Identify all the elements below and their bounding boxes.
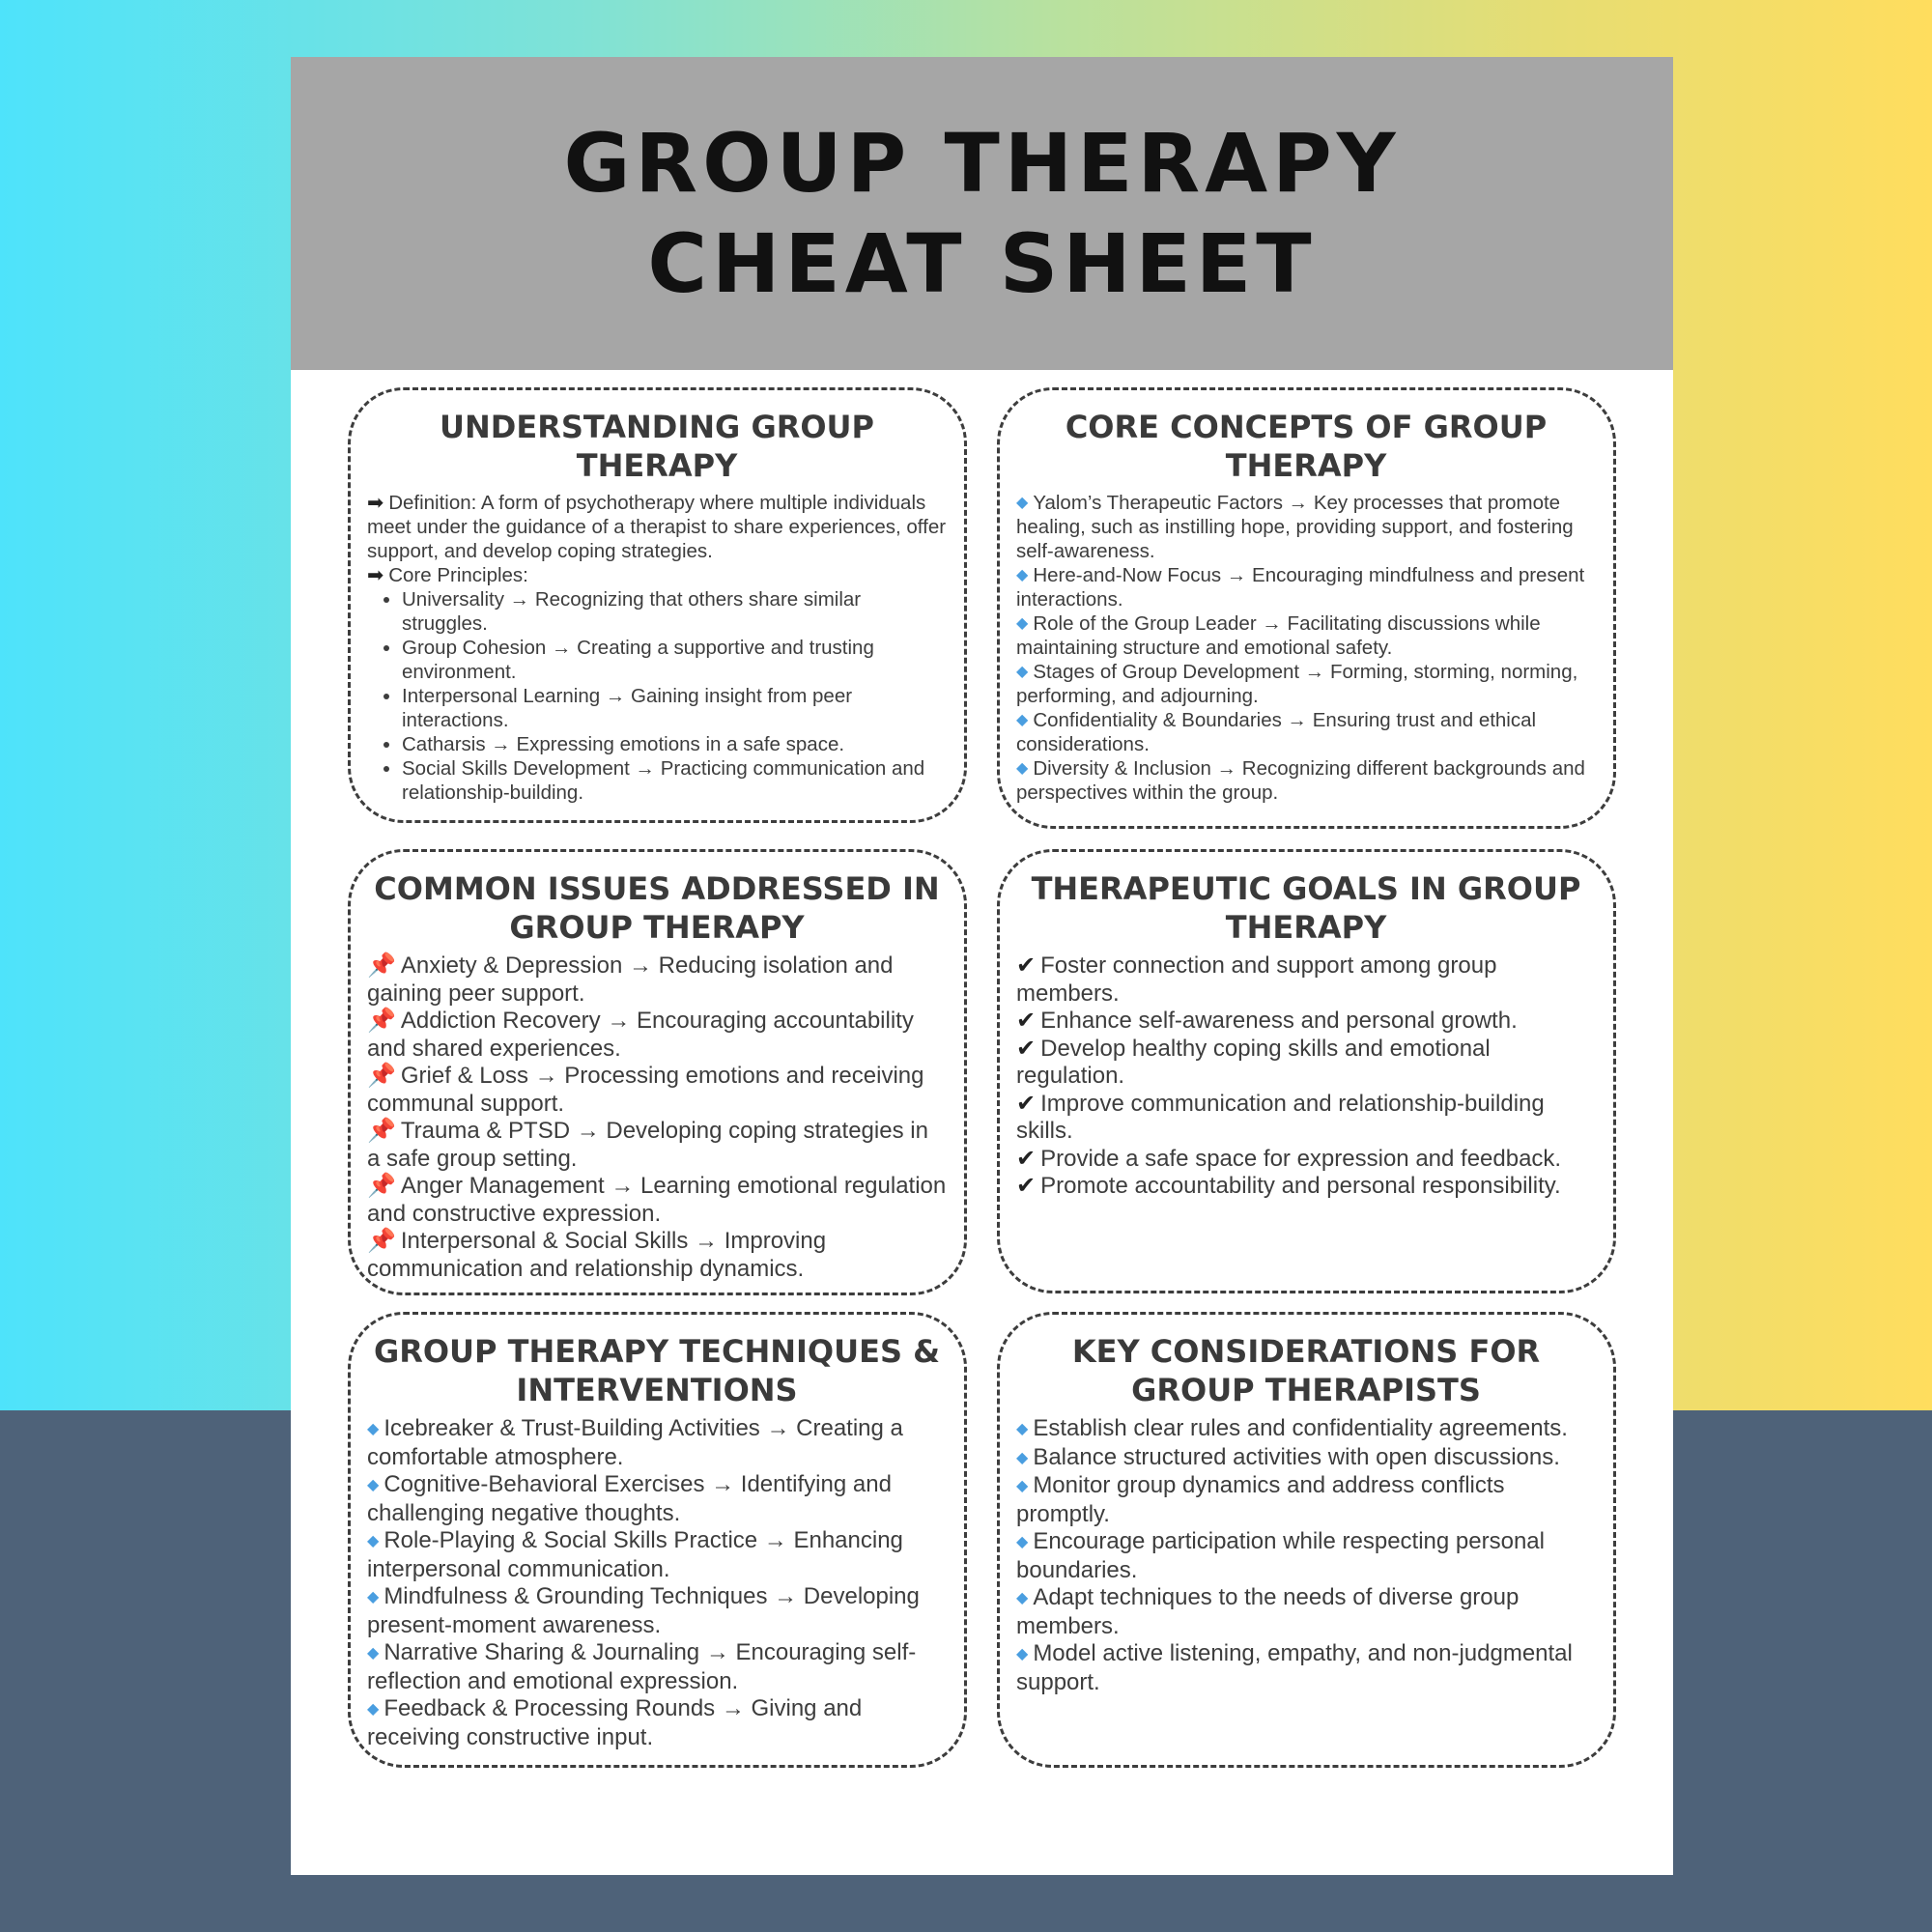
list-item-text: Interpersonal & Social Skills → Improving communication and relationship dynamics. <box>367 1228 827 1282</box>
list-item <box>367 1008 947 1063</box>
card-heading: CORE CONCEPTS OF GROUP THERAPY <box>1065 409 1548 484</box>
list-item <box>367 1415 947 1471</box>
list-item-text: Enhance self-awareness and personal growth. <box>1040 1008 1518 1034</box>
list-item <box>1016 1528 1596 1584</box>
card-understanding-group-therapy <box>348 387 967 823</box>
blue-diamond-icon: ◆ <box>1016 1421 1029 1437</box>
list-item <box>1016 1472 1596 1528</box>
list-item <box>367 952 947 1008</box>
check-mark-icon: ✔ <box>1016 1173 1037 1199</box>
blue-diamond-icon: ◆ <box>1016 1590 1029 1606</box>
check-mark-icon: ✔ <box>1016 952 1037 979</box>
list-item-text: Improve communication and relationship-building skills. <box>1016 1090 1545 1144</box>
list-item <box>1016 1444 1596 1473</box>
list-item-text: Diversity & Inclusion → Recognizing different backgrounds and perspectives within the group. <box>1016 757 1585 804</box>
list-item <box>1016 756 1596 805</box>
definition-item <box>367 491 947 563</box>
principles-list <box>367 587 947 805</box>
card-common-issues <box>348 849 967 1295</box>
list-item-text: Grief & Loss → Processing emotions and receiving communal support. <box>367 1063 924 1117</box>
list-item: • Interpersonal Learning → Gaining insight from peer interactions. <box>402 684 947 732</box>
check-mark-icon: ✔ <box>1016 1035 1037 1062</box>
list-item <box>367 1639 947 1695</box>
list-item-text: Anger Management → Learning emotional regulation and constructive expression. <box>367 1173 947 1227</box>
list-item-text: Yalom’s Therapeutic Factors → Key processes that promote healing, such as instilling hope, providing support, and fostering self-awareness. <box>1016 492 1574 562</box>
list-item-text: Balance structured activities with open discussions. <box>1033 1443 1560 1470</box>
list-item <box>367 1471 947 1527</box>
principles-label-item <box>367 563 947 587</box>
list-item-text: Foster connection and support among group members. <box>1016 952 1497 1007</box>
list-item-text: Model active listening, empathy, and non-judgmental support. <box>1016 1640 1573 1695</box>
list-item-text: Confidentiality & Boundaries → Ensuring trust and ethical considerations. <box>1016 709 1537 755</box>
card-heading: THERAPEUTIC GOALS IN GROUP THERAPY <box>1031 870 1581 946</box>
blue-diamond-icon: ◆ <box>1016 1534 1029 1550</box>
blue-diamond-icon: ◆ <box>367 1589 380 1605</box>
list-item-text: Feedback & Processing Rounds → Giving and receiving constructive input. <box>367 1695 863 1750</box>
pushpin-icon: 📌 <box>367 1173 396 1199</box>
blue-diamond-icon: ◆ <box>1016 615 1029 632</box>
list-item <box>1016 1091 1596 1146</box>
cheat-sheet-page <box>291 57 1673 1875</box>
list-item <box>1016 563 1596 611</box>
list-item-text: Stages of Group Development → Forming, storming, norming, performing, and adjourning. <box>1016 661 1578 707</box>
definition-text: Definition: A form of psychotherapy where multiple individuals meet under the guidance of a therapist to share experiences, offer support, and develop coping strategies. <box>367 492 947 562</box>
list-item-text: Addiction Recovery → Encouraging accountability and shared experiences. <box>367 1008 914 1062</box>
blue-diamond-icon: ◆ <box>1016 760 1029 777</box>
blue-diamond-icon: ◆ <box>1016 1478 1029 1494</box>
list-item-text: Mindfulness & Grounding Techniques → Developing present-moment awareness. <box>367 1583 920 1638</box>
list-item: • Group Cohesion → Creating a supportive and trusting environment. <box>402 636 947 684</box>
list-item-text: Anxiety & Depression → Reducing isolation and gaining peer support. <box>367 952 894 1007</box>
blue-diamond-icon: ◆ <box>1016 664 1029 680</box>
arrow-right-icon: ➡ <box>367 564 384 586</box>
check-mark-icon: ✔ <box>1016 1145 1037 1172</box>
blue-diamond-icon: ◆ <box>367 1701 380 1718</box>
list-item-text: Encourage participation while respecting personal boundaries. <box>1016 1528 1545 1583</box>
card-therapeutic-goals <box>997 849 1616 1293</box>
list-item <box>1016 952 1596 1008</box>
list-item <box>1016 660 1596 708</box>
list-item <box>1016 1008 1596 1036</box>
card-core-concepts <box>997 387 1616 829</box>
list-item-text: Adapt techniques to the needs of diverse group members. <box>1016 1584 1520 1639</box>
list-item <box>1016 1036 1596 1091</box>
list-item: • Social Skills Development → Practicing communication and relationship-building. <box>402 756 947 805</box>
pushpin-icon: 📌 <box>367 1228 396 1254</box>
pushpin-icon: 📌 <box>367 1118 396 1144</box>
list-item: • Universality → Recognizing that others share similar struggles. <box>402 587 947 636</box>
list-item <box>1016 1640 1596 1696</box>
list-item <box>367 1118 947 1173</box>
list-item-text: Role of the Group Leader → Facilitating discussions while maintaining structure and emotional safety. <box>1016 612 1541 659</box>
list-item <box>367 1695 947 1751</box>
blue-diamond-icon: ◆ <box>1016 495 1029 511</box>
blue-diamond-icon: ◆ <box>1016 712 1029 728</box>
list-item-text: Narrative Sharing & Journaling → Encouraging self-reflection and emotional expression. <box>367 1639 917 1694</box>
principles-label: Core Principles: <box>388 564 528 586</box>
blue-diamond-icon: ◆ <box>367 1533 380 1549</box>
card-heading: KEY CONSIDERATIONS FOR GROUP THERAPISTS <box>1071 1333 1541 1408</box>
list-item-text: Promote accountability and personal responsibility. <box>1040 1173 1561 1199</box>
card-heading: UNDERSTANDING GROUP THERAPY <box>440 409 874 484</box>
list-item-text: Develop healthy coping skills and emotional regulation. <box>1016 1035 1491 1089</box>
title-banner <box>291 57 1673 370</box>
card-heading: GROUP THERAPY TECHNIQUES & INTERVENTIONS <box>373 1333 941 1408</box>
blue-diamond-icon: ◆ <box>1016 1449 1029 1466</box>
list-item <box>1016 708 1596 756</box>
list-item <box>1016 611 1596 660</box>
list-item-text: Icebreaker & Trust-Building Activities → Creating a comfortable atmosphere. <box>367 1415 903 1470</box>
list-item <box>367 1228 947 1283</box>
list-item <box>367 1583 947 1639</box>
list-item <box>367 1063 947 1118</box>
title-line-1: GROUP THERAPY <box>563 116 1401 211</box>
card-heading: COMMON ISSUES ADDRESSED IN GROUP THERAPY <box>374 870 940 946</box>
list-item-text: Cognitive-Behavioral Exercises → Identifying and challenging negative thoughts. <box>367 1471 892 1526</box>
list-item <box>367 1527 947 1583</box>
list-item <box>1016 1173 1596 1201</box>
blue-diamond-icon: ◆ <box>1016 567 1029 583</box>
list-item-text: Provide a safe space for expression and feedback. <box>1040 1145 1562 1172</box>
title-line-2: CHEAT SHEET <box>647 216 1317 311</box>
check-mark-icon: ✔ <box>1016 1090 1037 1117</box>
card-techniques-interventions <box>348 1312 967 1768</box>
list-item-text: Trauma & PTSD → Developing coping strategies in a safe group setting. <box>367 1118 928 1172</box>
list-item-text: Monitor group dynamics and address conflicts promptly. <box>1016 1472 1505 1527</box>
list-item <box>1016 1146 1596 1174</box>
card-key-considerations <box>997 1312 1616 1768</box>
list-item <box>367 1173 947 1228</box>
pushpin-icon: 📌 <box>367 1063 396 1089</box>
arrow-right-icon: ➡ <box>367 492 384 514</box>
list-item <box>1016 1415 1596 1444</box>
blue-diamond-icon: ◆ <box>367 1421 380 1437</box>
list-item-text: Here-and-Now Focus → Encouraging mindfulness and present interactions. <box>1016 564 1585 611</box>
list-item <box>1016 1584 1596 1640</box>
blue-diamond-icon: ◆ <box>367 1645 380 1662</box>
blue-diamond-icon: ◆ <box>367 1477 380 1493</box>
check-mark-icon: ✔ <box>1016 1008 1037 1034</box>
list-item-text: Establish clear rules and confidentiality agreements. <box>1033 1415 1568 1441</box>
pushpin-icon: 📌 <box>367 1008 396 1034</box>
blue-diamond-icon: ◆ <box>1016 1646 1029 1662</box>
list-item <box>1016 491 1596 563</box>
pushpin-icon: 📌 <box>367 952 396 979</box>
list-item-text: Role-Playing & Social Skills Practice → Enhancing interpersonal communication. <box>367 1527 903 1582</box>
list-item: • Catharsis → Expressing emotions in a safe space. <box>402 732 947 756</box>
